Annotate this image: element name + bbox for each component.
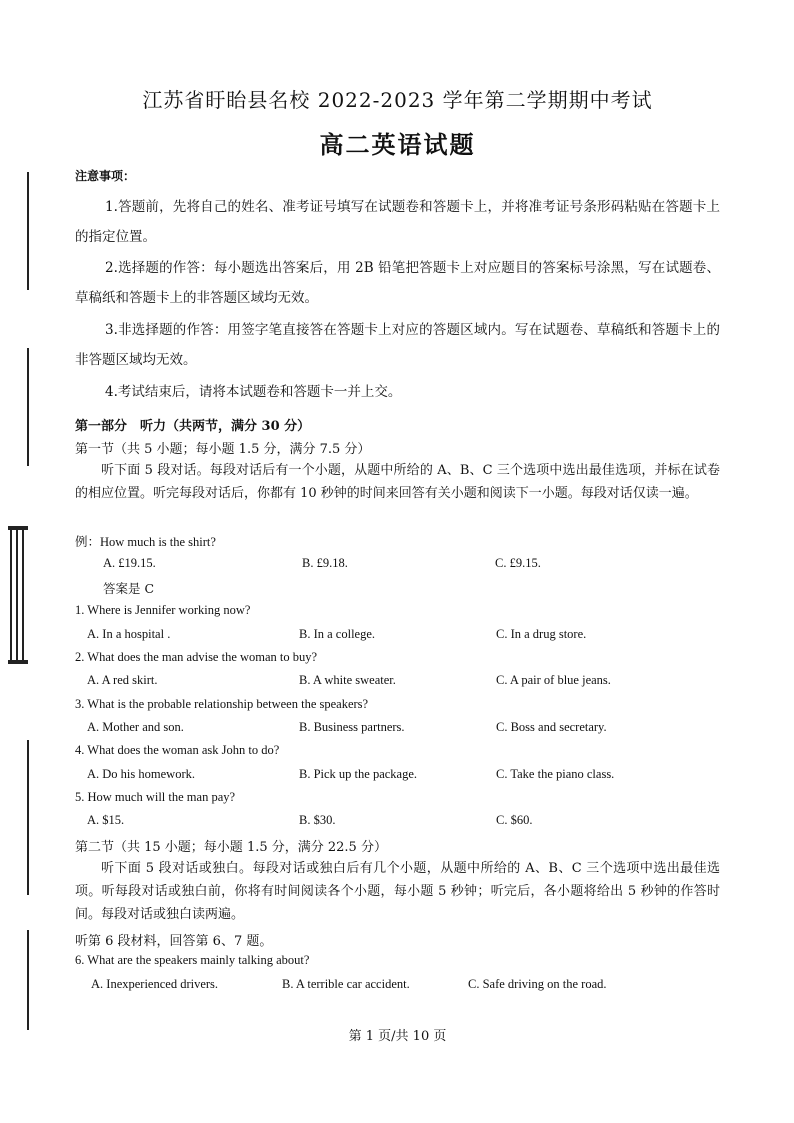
notice-heading: 注意事项： <box>75 169 136 183</box>
option-b: B. £9.18. <box>302 556 348 570</box>
option-a: A. £19.15. <box>103 556 156 570</box>
question-options <box>75 813 720 833</box>
option-c: C. £9.15. <box>495 556 541 570</box>
section2-instructions: 听下面 5 段对话或独白。每段对话或独白后有几个小题，从题中所给的 A、B、C 三个选项中选出最佳选项。听每段对话或独白前，你将有时间阅读各个小题，每小题 5 秒钟；听完后，各小题将给出 5 秒钟的作答时间。每段对话或独白读两遍。 <box>75 861 720 922</box>
option-b: B. A white sweater. <box>299 673 396 687</box>
section2-heading: 第二节（共 15 小题；每小题 1.5 分，满分 22.5 分） <box>75 840 387 855</box>
part1-heading: 第一部分 听力（共两节，满分 30 分） <box>75 419 311 434</box>
option-b: B. A terrible car accident. <box>282 977 410 991</box>
option-b: B. Business partners. <box>299 720 405 734</box>
exam-title: 江苏省盱眙县名校 2022-2023 学年第二学期期中考试 <box>142 88 653 112</box>
question-4: 4. What does the woman ask John to do? <box>75 743 280 757</box>
question-3: 3. What is the probable relationship between the speakers? <box>75 697 369 711</box>
question-2: 2. What does the man advise the woman to buy? <box>75 650 318 664</box>
option-b: B. In a college. <box>299 627 376 641</box>
page-number: 第 1 页/共 10 页 <box>348 1029 447 1044</box>
section1-instructions: 听下面 5 段对话。每段对话后有一个小题，从题中所给的 A、B、C 三个选项中选出最佳选项，并标在试卷的相应位置。听完每段对话后，你都有 10 秒钟的时间来回答有关小题和阅读下一小题。每段对话仅读一遍。 <box>75 463 720 501</box>
notice-item: 3.非选择题的作答：用签字笔直接答在答题卡上对应的答题区域内。写在试题卷、草稿纸和答题卡上的非答题区域均无效。 <box>75 322 720 368</box>
question-options <box>75 720 720 740</box>
option-a: A. Mother and son. <box>87 720 184 734</box>
question-options <box>75 627 720 647</box>
question-5: 5. How much will the man pay? <box>75 790 236 804</box>
material-note: 听第 6 段材料，回答第 6、7 题。 <box>75 934 273 949</box>
option-a: A. Do his homework. <box>87 767 195 781</box>
exam-subtitle: 高二英语试题 <box>319 130 476 159</box>
option-a: A. $15. <box>87 813 125 827</box>
option-c: C. Safe driving on the road. <box>468 977 607 991</box>
margin-line <box>27 740 29 895</box>
option-c: C. Take the piano class. <box>496 767 615 781</box>
option-c: C. $60. <box>496 813 533 827</box>
question-6: 6. What are the speakers mainly talking about? <box>75 953 310 967</box>
option-c: C. Boss and secretary. <box>496 720 607 734</box>
example-answer: 答案是 C <box>103 581 155 596</box>
option-b: B. Pick up the package. <box>299 767 418 781</box>
notice-item: 1.答题前，先将自己的姓名、准考证号填写在试题卷和答题卡上，并将准考证号条形码粘贴在答题卡上的指定位置。 <box>75 199 720 245</box>
option-a: A. In a hospital . <box>87 627 171 641</box>
option-a: A. A red skirt. <box>87 673 158 687</box>
question-options <box>75 673 720 693</box>
notice-item: 4.考试结束后，请将本试题卷和答题卡一并上交。 <box>105 384 402 400</box>
margin-line <box>27 172 29 290</box>
option-b: B. $30. <box>299 813 336 827</box>
option-c: C. A pair of blue jeans. <box>496 673 611 687</box>
section1-heading: 第一节（共 5 小题；每小题 1.5 分，满分 7.5 分） <box>75 442 371 457</box>
option-c: C. In a drug store. <box>496 627 587 641</box>
question-1: 1. Where is Jennifer working now? <box>75 603 251 617</box>
margin-line <box>27 930 29 1030</box>
margin-line <box>27 348 29 466</box>
notice-item: 2.选择题的作答：每小题选出答案后，用 2B 铅笔把答题卡上对应题目的答案标号涂黑，写在试题卷、草稿纸和答题卡上的非答题区域均无效。 <box>75 260 720 306</box>
question-options <box>75 767 720 787</box>
example-options <box>75 556 720 576</box>
example-question: 例：How much is the shirt? <box>75 535 216 549</box>
binding-marker <box>8 526 28 664</box>
question-options <box>75 977 720 997</box>
option-a: A. Inexperienced drivers. <box>91 977 219 991</box>
